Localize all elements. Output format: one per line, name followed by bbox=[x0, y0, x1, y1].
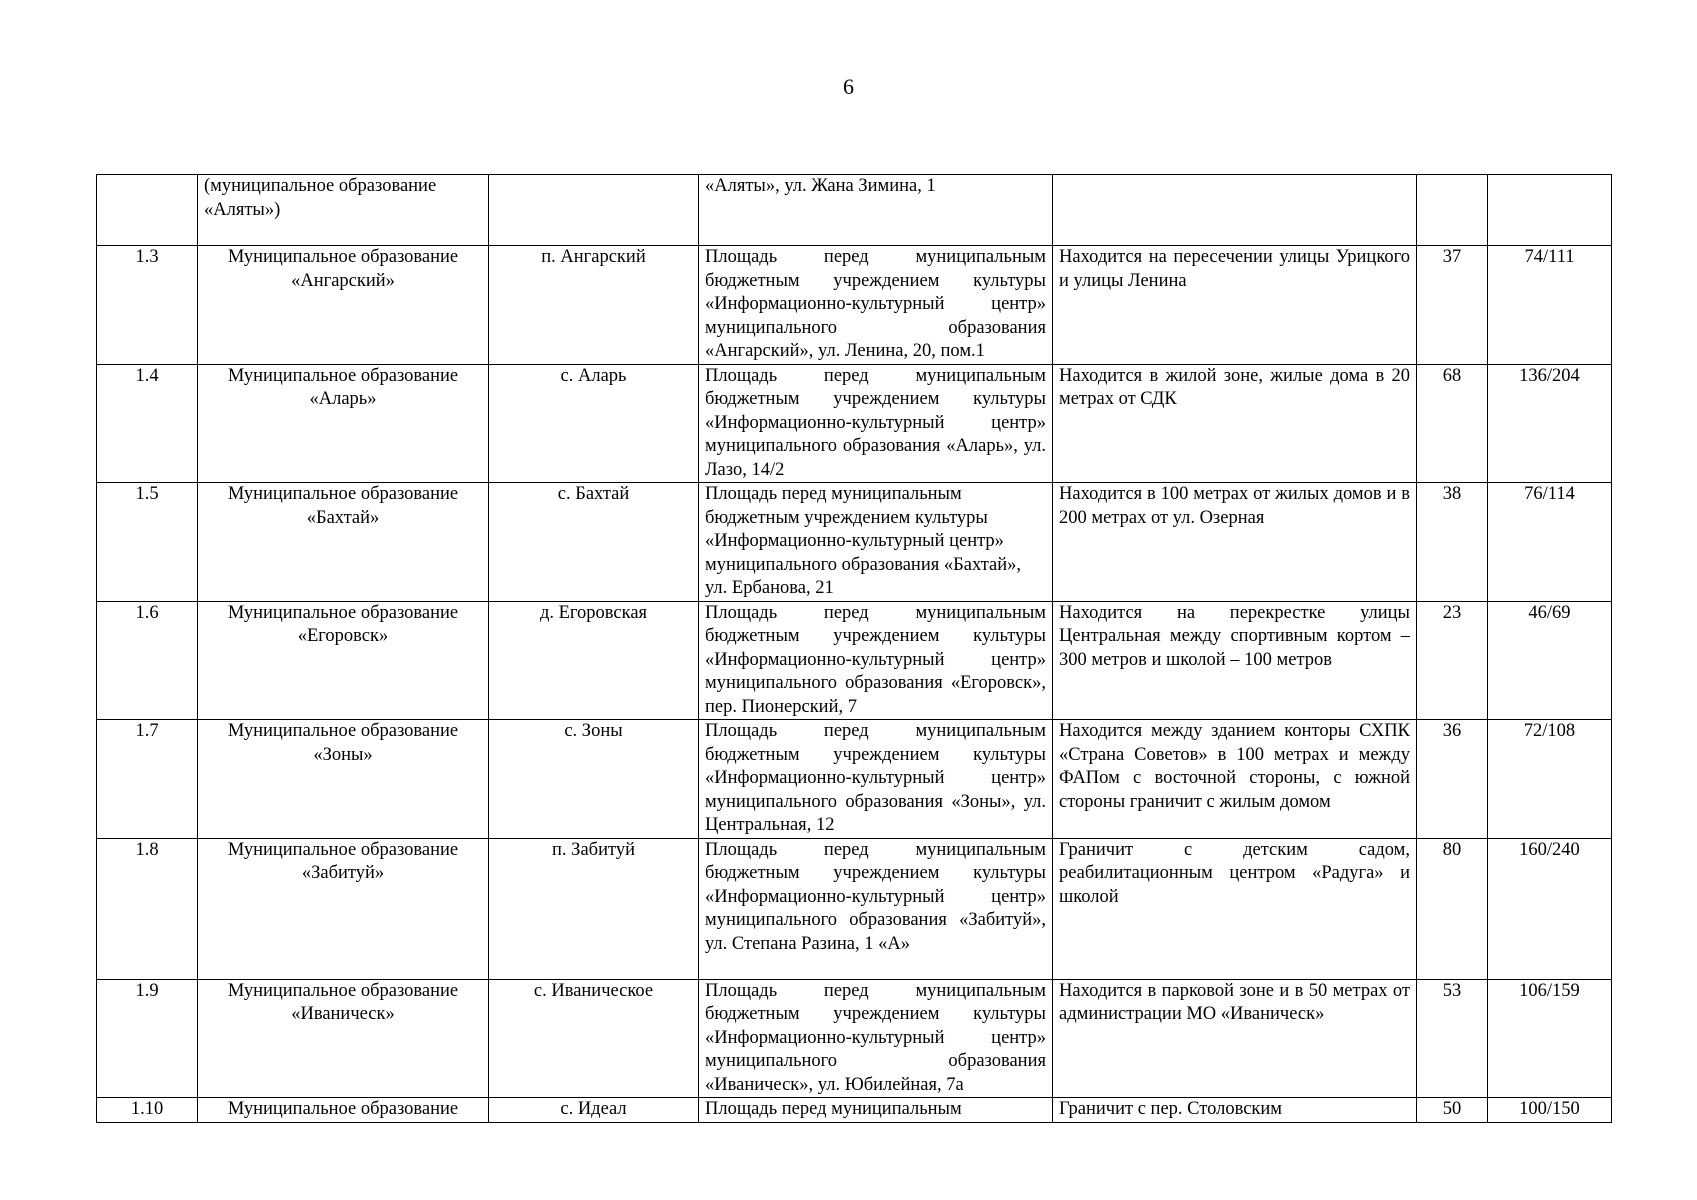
cell-description: Граничит с детским садом, реабилитационным центром «Радуга» и школой bbox=[1053, 838, 1417, 979]
cell-number: 1.8 bbox=[97, 838, 198, 979]
cell-settlement: с. Бахтай bbox=[489, 483, 699, 602]
cell-address: Площадь перед муниципальным бюджетным учреждением культуры «Информационно-культурный центр» муниципального образования «Забитуй», ул. Степана Разина, 1 «А» bbox=[699, 838, 1053, 979]
cell-municipality bbox=[198, 1098, 489, 1123]
cell-description: Находится в парковой зоне и в 50 метрах от администрации МО «Иваническ» bbox=[1053, 979, 1417, 1098]
cell-number: 1.3 bbox=[97, 246, 198, 365]
cell-area: 36 bbox=[1417, 720, 1488, 839]
cell-area: 68 bbox=[1417, 364, 1488, 483]
table-row bbox=[97, 483, 1612, 602]
municipality-line: «Бахтай» bbox=[306, 507, 380, 528]
cell-municipality bbox=[198, 838, 489, 979]
cell-address: Площадь перед муниципальным бюджетным учреждением культуры «Информационно-культурный центр» муниципального образования «Зоны», ул. Центральная, 12 bbox=[699, 720, 1053, 839]
cell-number: 1.10 bbox=[97, 1098, 198, 1123]
cell-settlement bbox=[489, 175, 699, 246]
document-table bbox=[96, 174, 1612, 1123]
cell-settlement: с. Аларь bbox=[489, 364, 699, 483]
cell-area: 80 bbox=[1417, 838, 1488, 979]
cell-capacity: 106/159 bbox=[1488, 979, 1612, 1098]
cell-capacity: 76/114 bbox=[1488, 483, 1612, 602]
cell-number: 1.5 bbox=[97, 483, 198, 602]
municipality-line: «Аляты») bbox=[204, 199, 281, 220]
cell-area: 23 bbox=[1417, 601, 1488, 720]
table-row bbox=[97, 1098, 1612, 1123]
table-row bbox=[97, 364, 1612, 483]
cell-capacity: 74/111 bbox=[1488, 246, 1612, 365]
municipality-line: «Забитуй» bbox=[301, 863, 385, 883]
cell-area: 37 bbox=[1417, 246, 1488, 365]
cell-address: «Аляты», ул. Жана Зимина, 1 bbox=[699, 175, 1053, 246]
cell-number: 1.4 bbox=[97, 364, 198, 483]
cell-capacity bbox=[1488, 175, 1612, 246]
cell-capacity: 72/108 bbox=[1488, 720, 1612, 839]
municipality-line: Муниципальное образование bbox=[227, 1099, 459, 1119]
cell-settlement: п. Забитуй bbox=[489, 838, 699, 979]
table-row bbox=[97, 838, 1612, 979]
cell-municipality bbox=[198, 979, 489, 1098]
cell-address: Площадь перед муниципальным бюджетным учреждением культуры «Информационно-культурный центр» муниципального образования «Ангарский», ул. Ленина, 20, пом.1 bbox=[699, 246, 1053, 365]
cell-capacity: 46/69 bbox=[1488, 601, 1612, 720]
cell-area: 38 bbox=[1417, 483, 1488, 602]
cell-settlement: с. Иваническое bbox=[489, 979, 699, 1098]
page-number: 6 bbox=[843, 74, 854, 99]
table-row bbox=[97, 601, 1612, 720]
municipality-line: «Аларь» bbox=[309, 389, 377, 409]
cell-capacity: 160/240 bbox=[1488, 838, 1612, 979]
municipality-line: Муниципальное образование bbox=[227, 365, 459, 386]
municipality-line: Муниципальное образование bbox=[227, 247, 459, 267]
cell-address: Площадь перед муниципальным бюджетным учреждением культуры «Информационно-культурный центр» муниципального образования «Егоровск», пер. Пионерский, 7 bbox=[699, 601, 1053, 720]
cell-capacity: 100/150 bbox=[1488, 1098, 1612, 1123]
municipality-line: «Егоровск» bbox=[297, 626, 389, 646]
table-row bbox=[97, 175, 1612, 246]
cell-address: Площадь перед муниципальным бюджетным учреждением культуры «Информационно-культурный центр» муниципального образования «Бахтай», ул. Ербанова, 21 bbox=[699, 483, 1053, 602]
cell-description: Находится между зданием конторы СХПК «Страна Советов» в 100 метрах и между ФАПом с восточной стороны, с южной стороны граничит с жилым домом bbox=[1053, 720, 1417, 839]
municipality-line: «Иваническ» bbox=[291, 1004, 395, 1024]
municipality-line: Муниципальное образование bbox=[227, 839, 459, 860]
cell-area: 53 bbox=[1417, 979, 1488, 1098]
cell-area bbox=[1417, 175, 1488, 246]
cell-capacity: 136/204 bbox=[1488, 364, 1612, 483]
table-body bbox=[97, 175, 1612, 1123]
municipality-line: (муниципальное образование bbox=[204, 176, 437, 196]
table-row bbox=[97, 979, 1612, 1098]
cell-number: 1.6 bbox=[97, 601, 198, 720]
cell-address: Площадь перед муниципальным bbox=[699, 1098, 1053, 1123]
cell-settlement: д. Егоровская bbox=[489, 601, 699, 720]
cell-description: Находится на пересечении улицы Урицкого и улицы Ленина bbox=[1053, 246, 1417, 365]
cell-description: Находится в жилой зоне, жилые дома в 20 метрах от СДК bbox=[1053, 364, 1417, 483]
cell-number bbox=[97, 175, 198, 246]
cell-description: Находится в 100 метрах от жилых домов и в 200 метрах от ул. Озерная bbox=[1053, 483, 1417, 602]
cell-address: Площадь перед муниципальным бюджетным учреждением культуры «Информационно-культурный центр» муниципального образования «Иваническ», ул. Юбилейная, 7а bbox=[699, 979, 1053, 1098]
cell-municipality bbox=[198, 483, 489, 602]
cell-description: Граничит с пер. Столовским bbox=[1053, 1098, 1417, 1123]
cell-municipality bbox=[198, 720, 489, 839]
cell-municipality bbox=[198, 175, 489, 246]
table-row bbox=[97, 720, 1612, 839]
cell-settlement: с. Идеал bbox=[489, 1098, 699, 1123]
municipality-line: «Ангарский» bbox=[291, 270, 395, 291]
cell-municipality bbox=[198, 364, 489, 483]
cell-municipality bbox=[198, 601, 489, 720]
cell-municipality bbox=[198, 246, 489, 365]
municipality-line: Муниципальное образование bbox=[227, 980, 459, 1001]
table-row bbox=[97, 246, 1612, 365]
municipality-line: Муниципальное образование bbox=[227, 721, 459, 741]
cell-number: 1.9 bbox=[97, 979, 198, 1098]
municipality-line: Муниципальное образование bbox=[227, 602, 459, 623]
cell-number: 1.7 bbox=[97, 720, 198, 839]
cell-address: Площадь перед муниципальным бюджетным учреждением культуры «Информационно-культурный центр» муниципального образования «Аларь», ул. Лазо, 14/2 bbox=[699, 364, 1053, 483]
municipality-line: «Зоны» bbox=[313, 744, 373, 765]
cell-settlement: с. Зоны bbox=[489, 720, 699, 839]
cell-area: 50 bbox=[1417, 1098, 1488, 1123]
cell-settlement: п. Ангарский bbox=[489, 246, 699, 365]
cell-description bbox=[1053, 175, 1417, 246]
municipality-line: Муниципальное образование bbox=[227, 484, 459, 504]
cell-description: Находится на перекрестке улицы Центральная между спортивным кортом – 300 метров и школой – 100 метров bbox=[1053, 601, 1417, 720]
